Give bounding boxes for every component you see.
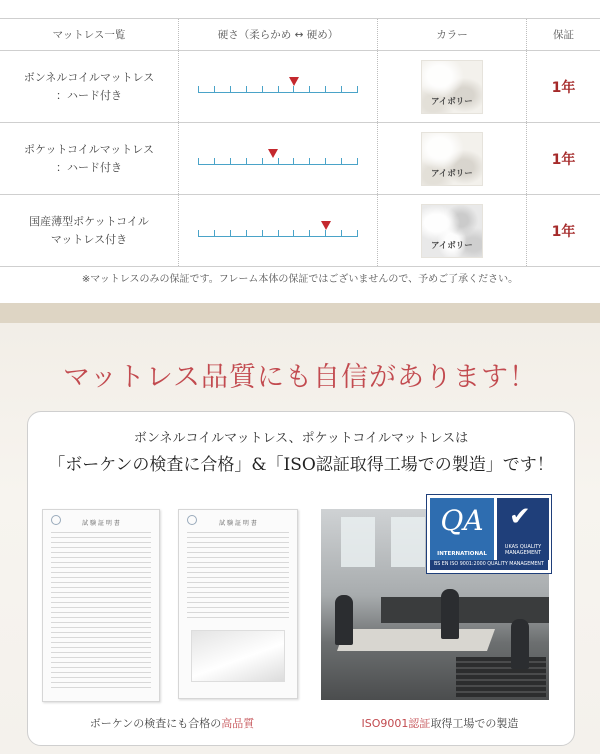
firmness-tick xyxy=(309,230,310,237)
firmness-tick xyxy=(325,158,326,165)
firmness-tick xyxy=(214,230,215,237)
firmness-scale xyxy=(198,216,358,246)
firmness-tick xyxy=(325,230,326,237)
mattress-on-line xyxy=(337,629,495,651)
quality-main-statement: 「ボーケンの検査に合格」&「ISO認証取得工場での製造」です！ xyxy=(48,455,554,475)
firmness-tick xyxy=(293,158,294,165)
quality-headline: マットレス品質にも自信があります！ xyxy=(62,362,538,393)
firmness-tick xyxy=(357,86,358,93)
test-certificate-document xyxy=(178,509,298,699)
color-label: アイボリー xyxy=(431,96,473,107)
mattress-name xyxy=(24,141,154,177)
test-certificate-document xyxy=(42,509,160,702)
certificate-text-lines xyxy=(51,532,151,691)
factory-window xyxy=(391,517,425,567)
mattress-name-line1: ポケットコイルマットレス xyxy=(24,142,154,156)
firmness-marker-icon xyxy=(289,77,299,86)
coil-stack xyxy=(456,657,546,697)
section-divider-band xyxy=(0,303,600,323)
firmness-tick xyxy=(198,230,199,237)
firmness-tick xyxy=(278,86,279,93)
firmness-tick xyxy=(262,230,263,237)
firmness-tick xyxy=(309,158,310,165)
firmness-tick xyxy=(246,158,247,165)
firmness-scale xyxy=(198,72,358,102)
color-label: アイボリー xyxy=(431,168,473,179)
factory-worker xyxy=(511,619,529,669)
color-label: アイボリー xyxy=(431,240,473,251)
firmness-tick xyxy=(230,230,231,237)
firmness-tick xyxy=(278,230,279,237)
mattress-name-line2: ：ハード付き xyxy=(55,160,122,174)
firmness-scale xyxy=(198,144,358,174)
color-swatch xyxy=(421,204,483,258)
warranty-note: ※マットレスのみの保証です。フレーム本体の保証ではございませんので、予めご了承ください。 xyxy=(81,274,519,285)
mattress-name-line1: 国産薄型ポケットコイル xyxy=(29,214,149,228)
caption-inspection-highlight: 高品質 xyxy=(221,717,255,730)
firmness-tick xyxy=(341,230,342,237)
firmness-tick xyxy=(341,158,342,165)
warranty-value: 1年 xyxy=(551,151,576,168)
warranty-value: 1年 xyxy=(551,223,576,240)
qa-international-badge xyxy=(426,494,552,574)
caption-iso-text: 取得工場での製造 xyxy=(430,717,519,730)
header-firmness: 硬さ（柔らかめ ↔ 硬め） xyxy=(179,19,378,50)
mattress-name xyxy=(24,69,155,105)
firmness-marker-icon xyxy=(268,149,278,158)
mattress-name-line2: マットレス付き xyxy=(50,232,128,246)
mattress-name-line2: ：ハード付き xyxy=(55,88,122,102)
iso-standard-label: BS EN ISO 9001:2000 QUALITY MANAGEMENT xyxy=(430,560,548,570)
firmness-tick xyxy=(198,86,199,93)
firmness-tick xyxy=(357,230,358,237)
firmness-tick xyxy=(246,230,247,237)
firmness-tick xyxy=(325,86,326,93)
firmness-tick xyxy=(309,86,310,93)
ukas-logo-icon xyxy=(497,498,549,560)
factory-worker xyxy=(441,589,459,639)
certificate-text-lines xyxy=(187,532,289,618)
qa-letters: QA xyxy=(440,504,484,537)
caption-iso-highlight: ISO9001認証 xyxy=(361,717,431,730)
table-row xyxy=(0,123,600,195)
caption-iso xyxy=(330,715,550,731)
firmness-tick xyxy=(262,86,263,93)
color-swatch xyxy=(421,60,483,114)
firmness-tick xyxy=(214,86,215,93)
certificate-title: 試 験 証 明 書 xyxy=(219,520,257,527)
checkmark-icon: ✔ xyxy=(509,502,531,532)
mattress-name xyxy=(29,213,149,249)
caption-inspection-text: ボーケンの検査にも合格の xyxy=(89,717,222,730)
header-warranty: 保証 xyxy=(553,29,574,41)
firmness-tick xyxy=(293,86,294,93)
table-row xyxy=(0,51,600,123)
quality-subheading: ボンネルコイルマットレス、ポケットコイルマットレスは xyxy=(133,431,469,446)
firmness-tick xyxy=(357,158,358,165)
ukas-label: UKAS QUALITY MANAGEMENT xyxy=(504,544,542,556)
certificate-title: 試 験 証 明 書 xyxy=(82,520,120,527)
firmness-tick xyxy=(230,86,231,93)
firmness-tick xyxy=(198,158,199,165)
firmness-tick xyxy=(214,158,215,165)
factory-worker xyxy=(335,595,353,645)
header-mattress-list: マットレス一覧 xyxy=(0,19,179,50)
header-color: カラー xyxy=(378,19,527,50)
certificate-sample-photo xyxy=(191,630,285,682)
mattress-table xyxy=(0,18,600,267)
firmness-tick xyxy=(262,158,263,165)
factory-window xyxy=(341,517,375,567)
table-header-row xyxy=(0,19,600,51)
quality-panel xyxy=(27,411,575,746)
firmness-tick xyxy=(341,86,342,93)
caption-inspection xyxy=(72,715,272,731)
firmness-marker-icon xyxy=(321,221,331,230)
mattress-name-line1: ボンネルコイルマットレス xyxy=(23,70,155,84)
color-swatch xyxy=(421,132,483,186)
qa-international-label: INTERNATIONAL xyxy=(437,551,487,557)
firmness-tick xyxy=(293,230,294,237)
firmness-tick xyxy=(230,158,231,165)
table-row xyxy=(0,195,600,267)
firmness-tick xyxy=(246,86,247,93)
warranty-value: 1年 xyxy=(551,79,576,96)
qa-logo-icon xyxy=(430,498,494,560)
firmness-tick xyxy=(278,158,279,165)
